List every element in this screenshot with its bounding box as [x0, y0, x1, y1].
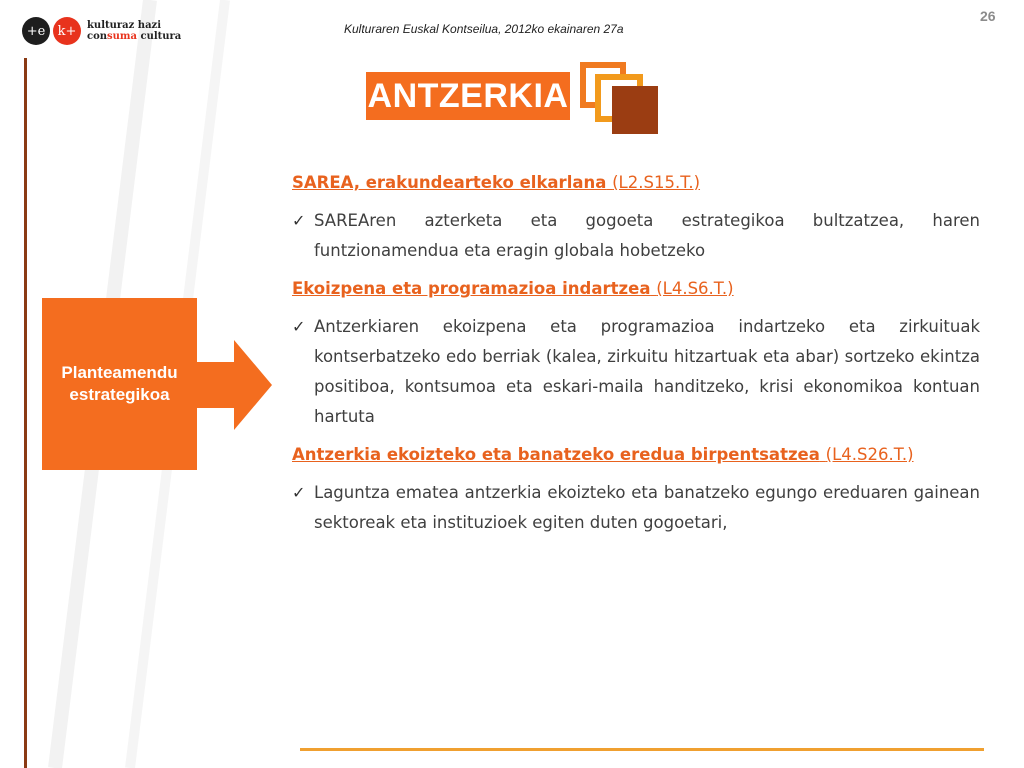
bottom-rule: [300, 748, 984, 751]
section-heading-1[interactable]: [292, 168, 980, 198]
checkmark-icon: ✓: [292, 211, 306, 230]
section-heading-2[interactable]: [292, 274, 980, 304]
logo-text: [87, 20, 181, 42]
logo-line1: kulturaz hazi: [87, 20, 162, 31]
side-label: [61, 362, 177, 406]
page-title: ANTZERKIA: [367, 76, 569, 115]
heading-ref: (L2.S15.T.): [612, 173, 701, 192]
logo-mark-k-plus: k+: [53, 17, 81, 45]
heading-text: Antzerkia ekoizteko eta banatzeko eredua birpentsatzea: [292, 445, 820, 464]
left-vertical-rule: [24, 58, 27, 768]
bullet-text: Laguntza ematea antzerkia ekoizteko eta banatzeko egungo ereduaren gainean sektoreak eta instituzioek egiten duten gogoetari,: [314, 483, 980, 532]
heading-text: Ekoizpena eta programazioa indartzea: [292, 279, 651, 298]
title-banner: [366, 72, 570, 120]
section-heading-3[interactable]: [292, 440, 980, 470]
bullet-item-1: [292, 206, 980, 266]
logo: [22, 16, 181, 46]
heading-ref: (L4.S26.T.): [825, 445, 914, 464]
heading-ref: (L4.S6.T.): [656, 279, 734, 298]
bullet-text: SAREAren azterketa eta gogoeta estrategikoa bultzatzea, haren funtzionamendua eta eragin globala hobetzeko: [314, 211, 980, 260]
header-note: Kulturaren Euskal Kontseilua, 2012ko ekainaren 27a: [344, 22, 624, 36]
bullet-item-2: [292, 312, 980, 432]
heading-text: SAREA, erakundearteko elkarlana: [292, 173, 607, 192]
logo-line2-prefix: con: [87, 31, 108, 42]
right-arrow-icon: [196, 340, 274, 430]
logo-line2-red: suma: [107, 31, 137, 42]
side-label-line2: estrategikoa: [69, 385, 170, 404]
logo-line2: [87, 31, 181, 42]
checkmark-icon: ✓: [292, 483, 306, 502]
decor-square-brown: [612, 86, 658, 134]
bullet-text: Antzerkiaren ekoizpena eta programazioa indartzeko eta zirkuituak kontserbatzeko edo berriak (kalea, zirkuitu hitzartuak eta abar) sortzeko ekintza positiboa, kontsumoa eta eskari-maila handitzeko, krisi ekonomikoa kontuan hartuta: [314, 317, 980, 426]
page-number: 26: [980, 8, 996, 24]
side-label-line1: Planteamendu: [61, 363, 178, 382]
checkmark-icon: ✓: [292, 317, 306, 336]
bullet-item-3: [292, 478, 980, 538]
side-label-box: [42, 298, 197, 470]
logo-mark-plus-e: +e: [22, 17, 50, 45]
content-area: [292, 168, 980, 546]
logo-line2-suffix: cultura: [137, 31, 182, 42]
